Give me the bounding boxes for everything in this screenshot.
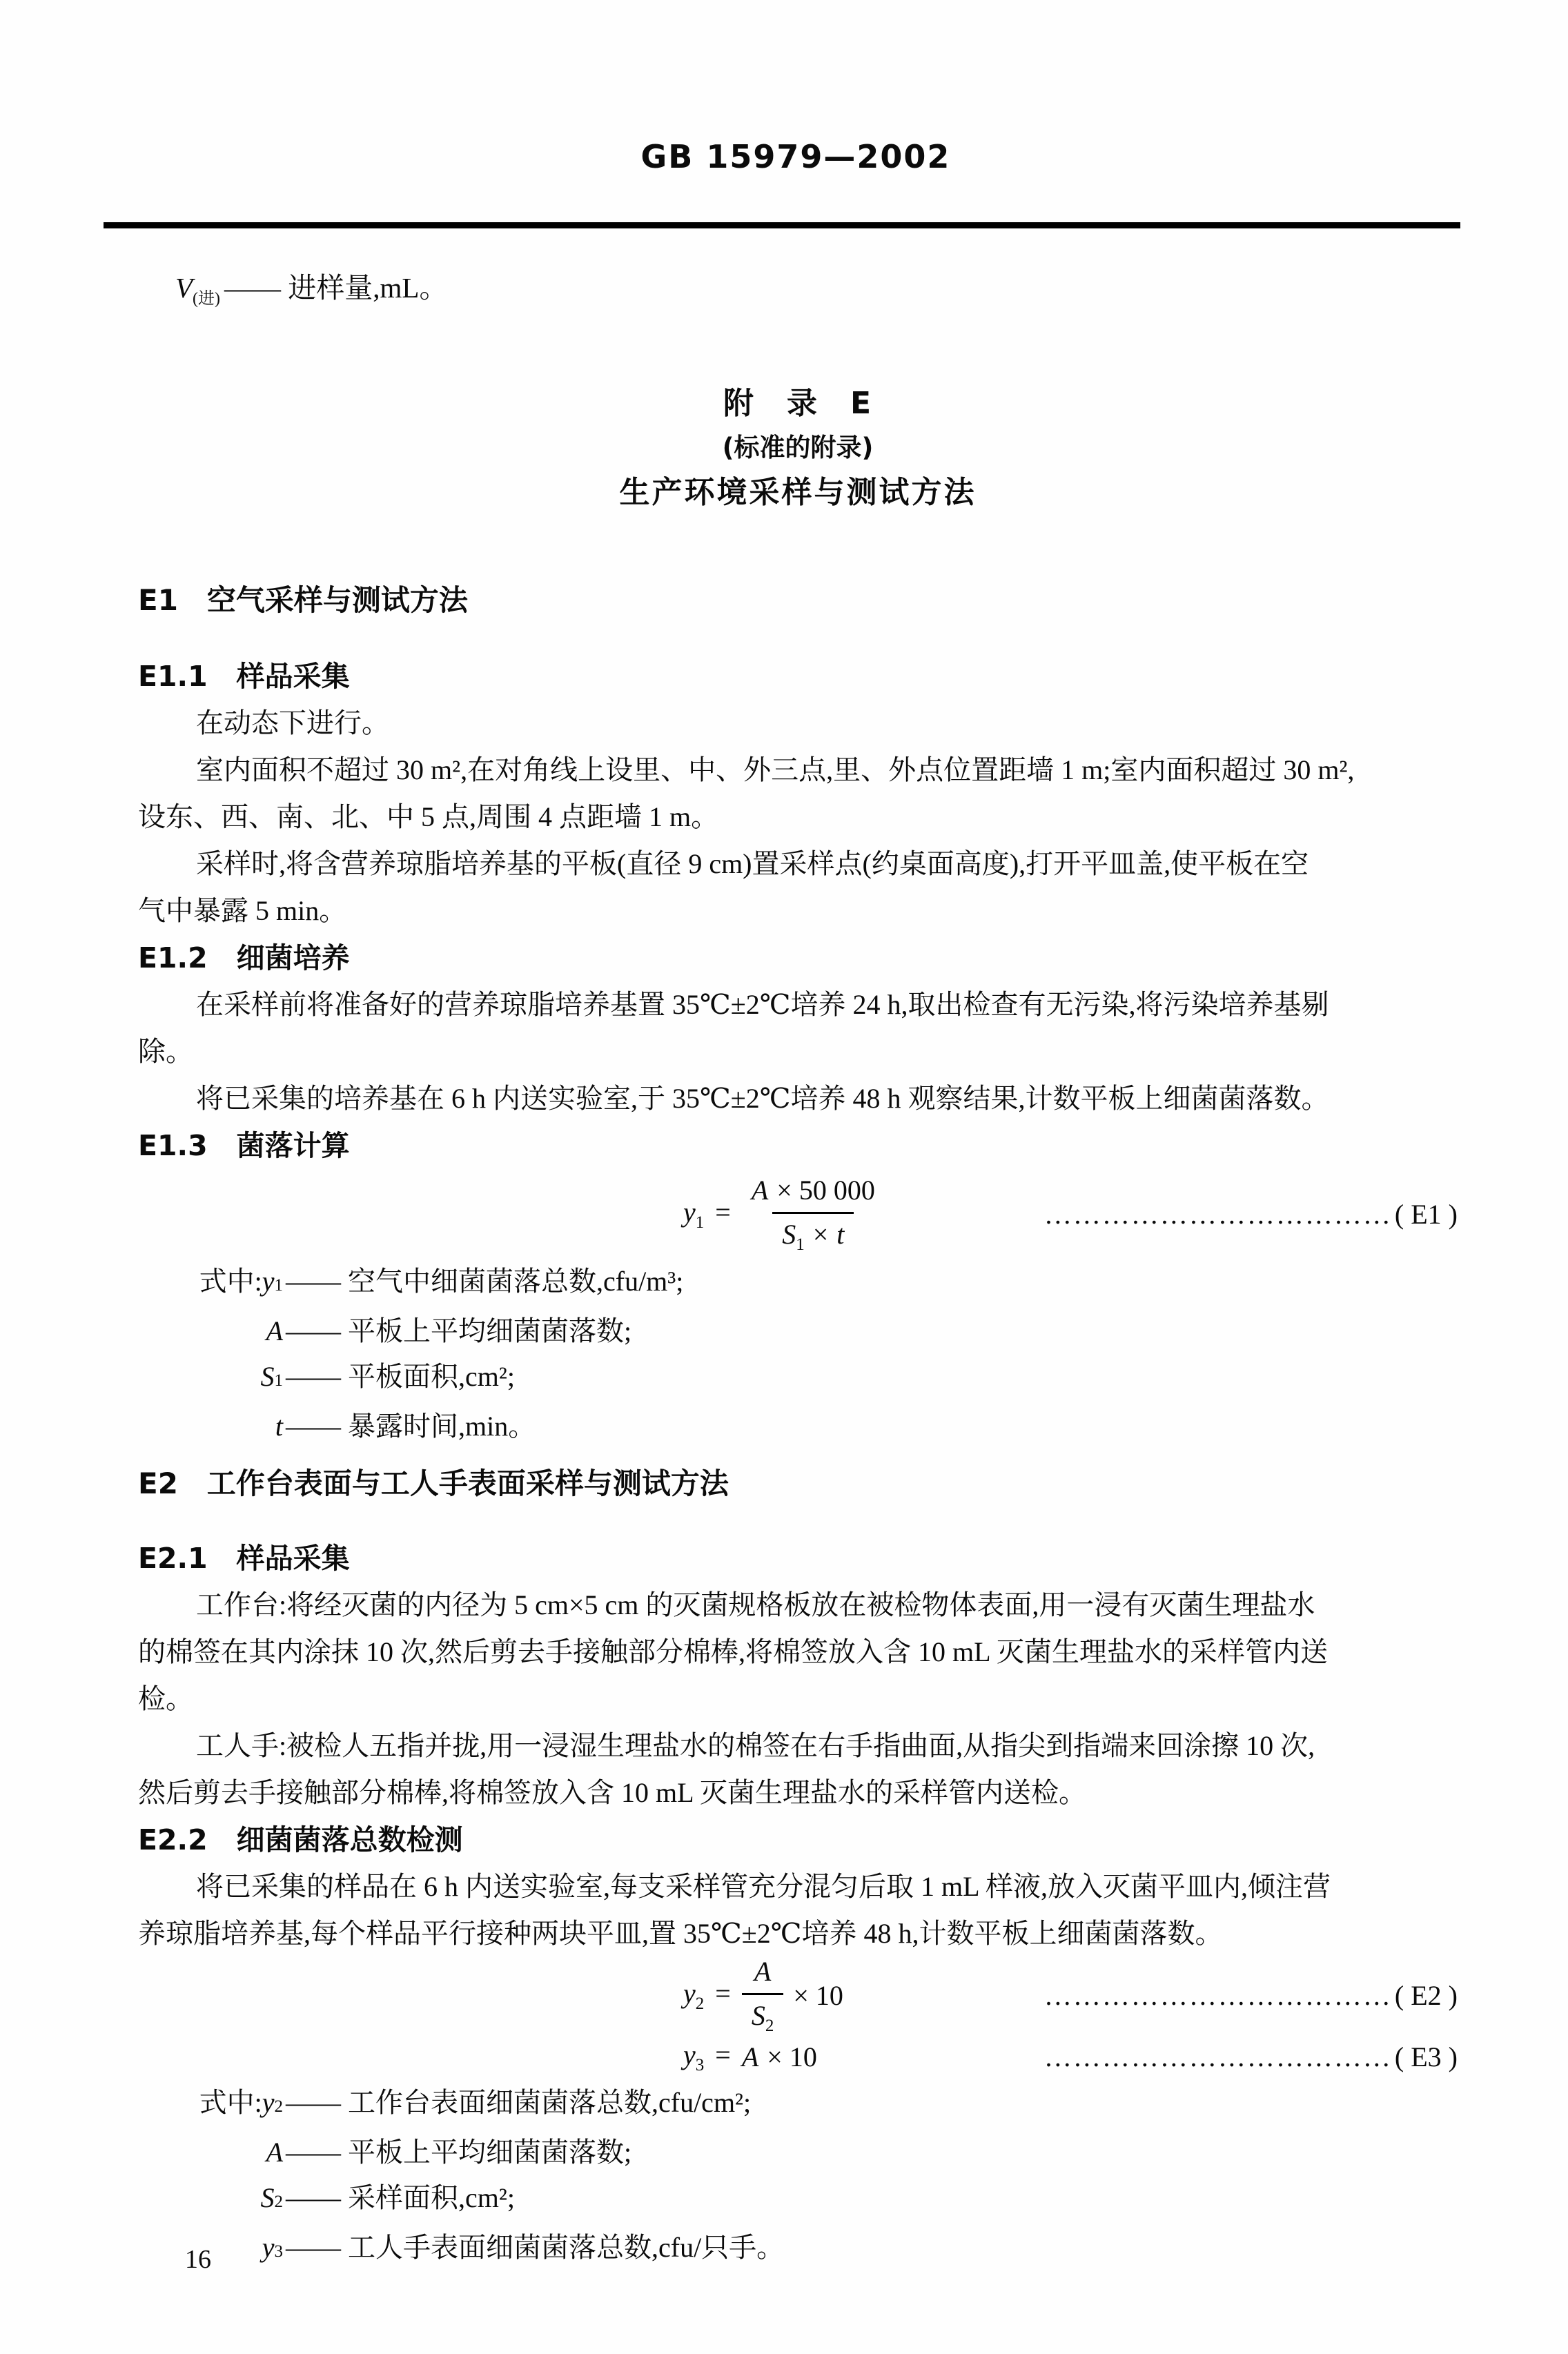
formula-lhs: $y_2$ = <box>683 1977 731 2013</box>
formula-number: ( E1 ) <box>1394 1198 1458 1230</box>
formula-where-label: 式中: <box>199 2087 262 2119</box>
section-number: E1 <box>138 583 178 618</box>
formula-e3 <box>138 2033 1458 2080</box>
paragraph-line: 室内面积不超过 30 m²,在对角线上设里、中、外三点,里、外点位置距墙 1 m;室内面积超过 30 m², <box>196 754 1355 786</box>
dot-leader: ……………………………… <box>1043 1198 1392 1230</box>
page-content <box>0 268 1568 2275</box>
formula-where-label: 式中: <box>199 1266 262 1297</box>
standard-code-header: GB 15979—2002 <box>640 138 951 175</box>
section-number: E1.1 <box>138 660 208 694</box>
section-e2-heading <box>138 1460 1458 1507</box>
variable-v: V <box>175 272 193 304</box>
appendix-title: 附 录 E <box>723 386 873 422</box>
formula-e1 <box>138 1169 1458 1259</box>
definition-row <box>138 1308 1458 1354</box>
definition-row <box>138 1354 1458 1404</box>
equals-sign: = <box>715 1196 731 1228</box>
section-e2-1-heading <box>138 1535 1458 1582</box>
multiplier-text: × 10 <box>793 1979 843 2011</box>
definition-variable: A <box>266 2137 283 2168</box>
definition-row <box>138 2175 1458 2225</box>
definition-row <box>138 1259 1458 1308</box>
fraction-numerator <box>745 1955 781 1993</box>
equals-sign: = <box>715 2039 731 2070</box>
variable-s2: S <box>751 1999 765 2031</box>
section-number: E2.2 <box>138 1823 208 1857</box>
definition-row <box>138 2080 1458 2130</box>
definition-text: —— 平板上平均细菌菌落数; <box>286 2137 632 2168</box>
equals-sign: = <box>715 1977 731 2009</box>
page-number: 16 <box>185 2245 211 2274</box>
variable-s1: S <box>782 1218 796 1250</box>
section-title: 菌落计算 <box>236 1129 350 1163</box>
section-number: E2 <box>138 1467 178 1501</box>
definition-row <box>138 2225 1458 2275</box>
formula-number: ( E2 ) <box>1394 1979 1458 2011</box>
fraction-denominator: $S_2$ <box>742 1993 784 2036</box>
definition-text: —— 暴露时间,min。 <box>286 1411 536 1442</box>
variable-t: t <box>836 1218 845 1250</box>
formula-lhs: $y_1$ = <box>683 1196 731 1232</box>
definition-variable: A <box>266 1315 283 1347</box>
section-e1-2-heading <box>138 934 1458 981</box>
section-title: 样品采集 <box>236 660 350 694</box>
section-e1-1-heading <box>138 653 1458 700</box>
section-title: 细菌培养 <box>236 941 350 975</box>
variable-y2: y <box>683 1977 696 2009</box>
definition-variable: t <box>275 1411 283 1442</box>
fraction-numerator: A × 50 000 <box>751 1174 875 1206</box>
definition-text: —— 工人手表面细菌菌落总数,cfu/只手。 <box>286 2232 785 2264</box>
paragraph-line: 养琼脂培养基,每个样品平行接种两块平皿,置 35℃±2℃培养 48 h,计数平板上细菌菌落数。 <box>138 1918 1223 1950</box>
section-number: E1.3 <box>138 1129 208 1163</box>
paragraph-line: 在动态下进行。 <box>196 707 389 739</box>
variable-y1: y <box>683 1196 696 1228</box>
paragraph-line: 将已采集的培养基在 6 h 内送实验室,于 35℃±2℃培养 48 h 观察结果,计数平板上细菌菌落数。 <box>196 1083 1329 1115</box>
definition-row <box>138 2130 1458 2175</box>
formula-rhs: A × 10 <box>741 2041 817 2072</box>
paragraph-line: 气中暴露 5 min。 <box>138 895 347 927</box>
paragraph-line: 检。 <box>138 1683 193 1715</box>
section-title: 样品采集 <box>236 1542 350 1576</box>
definition-variable: 式中: y 2 <box>138 2080 283 2130</box>
formula-lhs: $y_3$ = <box>683 2039 731 2075</box>
header-rule <box>104 222 1460 228</box>
section-number: E1.2 <box>138 941 208 975</box>
definition-row <box>138 1404 1458 1449</box>
fraction <box>742 1955 784 2036</box>
section-e2-2-heading <box>138 1816 1458 1863</box>
fraction-denominator: $S_1 \times t$ <box>772 1212 854 1255</box>
appendix-heading: 生产环境采样与测试方法 <box>619 475 977 511</box>
definition-text: —— 采样面积,cm²; <box>286 2182 515 2214</box>
definition-variable: 式中: y 1 <box>138 1259 283 1308</box>
paragraph-line: 的棉签在其内涂抹 10 次,然后剪去手接触部分棉棒,将棉签放入含 10 mL 灭菌生理盐水的采样管内送 <box>138 1636 1329 1668</box>
paragraph-line: 设东、西、南、北、中 5 点,周围 4 点距墙 1 m。 <box>138 801 719 833</box>
section-title: 工作台表面与工人手表面采样与测试方法 <box>206 1467 729 1501</box>
variable-v-subscript: (进) <box>193 290 221 308</box>
formula-e2 <box>138 1957 1458 2033</box>
appendix-note: (标准的附录) <box>722 433 874 463</box>
variable-a: A <box>751 1174 769 1206</box>
paragraph-line: 然后剪去手接触部分棉棒,将棉签放入含 10 mL 灭菌生理盐水的采样管内送检。 <box>138 1777 1087 1809</box>
definition-text: —— 空气中细菌菌落总数,cfu/m³; <box>286 1266 684 1297</box>
definition-variable: S 2 <box>260 2182 283 2214</box>
paragraph-line: 工作台:将经灭菌的内径为 5 cm×5 cm 的灭菌规格板放在被检物体表面,用一浸有灭菌生理盐水 <box>196 1589 1315 1621</box>
variable-a: A <box>754 1955 772 1987</box>
definition-variable: y 3 <box>262 2232 283 2264</box>
section-title: 空气采样与测试方法 <box>206 583 468 618</box>
paragraph-line: 采样时,将含营养琼脂培养基的平板(直径 9 cm)置采样点(约桌面高度),打开平皿盖,使平板在空 <box>196 848 1309 880</box>
definition-text: —— 平板面积,cm²; <box>286 1361 515 1393</box>
paragraph-line: 将已采集的样品在 6 h 内送实验室,每支采样管充分混匀后取 1 mL 样液,放入灭菌平皿内,倾注营 <box>196 1871 1331 1903</box>
dot-leader: ……………………………… <box>1043 1979 1392 2011</box>
section-e1-heading <box>138 577 1458 624</box>
fraction <box>742 1174 885 1255</box>
symbol-definition-v <box>138 268 1458 318</box>
section-number: E2.1 <box>138 1542 208 1576</box>
paragraph-line: 工人手:被检人五指并拢,用一浸湿生理盐水的棉签在右手指曲面,从指尖到指端来回涂擦 10 次, <box>196 1730 1315 1762</box>
definition-text: —— 工作台表面细菌菌落总数,cfu/cm²; <box>286 2087 752 2119</box>
formula-number: ( E3 ) <box>1394 2041 1458 2072</box>
variable-a: A <box>741 2041 759 2072</box>
section-title: 细菌菌落总数检测 <box>236 1823 463 1857</box>
section-e1-3-heading <box>138 1122 1458 1169</box>
definition-text: —— 平板上平均细菌菌落数; <box>286 1315 632 1347</box>
dot-leader: ……………………………… <box>1043 2041 1392 2072</box>
paragraph-line: 在采样前将准备好的营养琼脂培养基置 35℃±2℃培养 24 h,取出检查有无污染,将污染培养基剔 <box>196 989 1329 1021</box>
paragraph-line: 除。 <box>138 1036 193 1068</box>
definition-variable: S 1 <box>260 1361 283 1393</box>
multiply-sign: × <box>812 1218 829 1250</box>
variable-y3: y <box>683 2039 696 2070</box>
symbol-definition-text: —— 进样量,mL。 <box>224 272 448 304</box>
